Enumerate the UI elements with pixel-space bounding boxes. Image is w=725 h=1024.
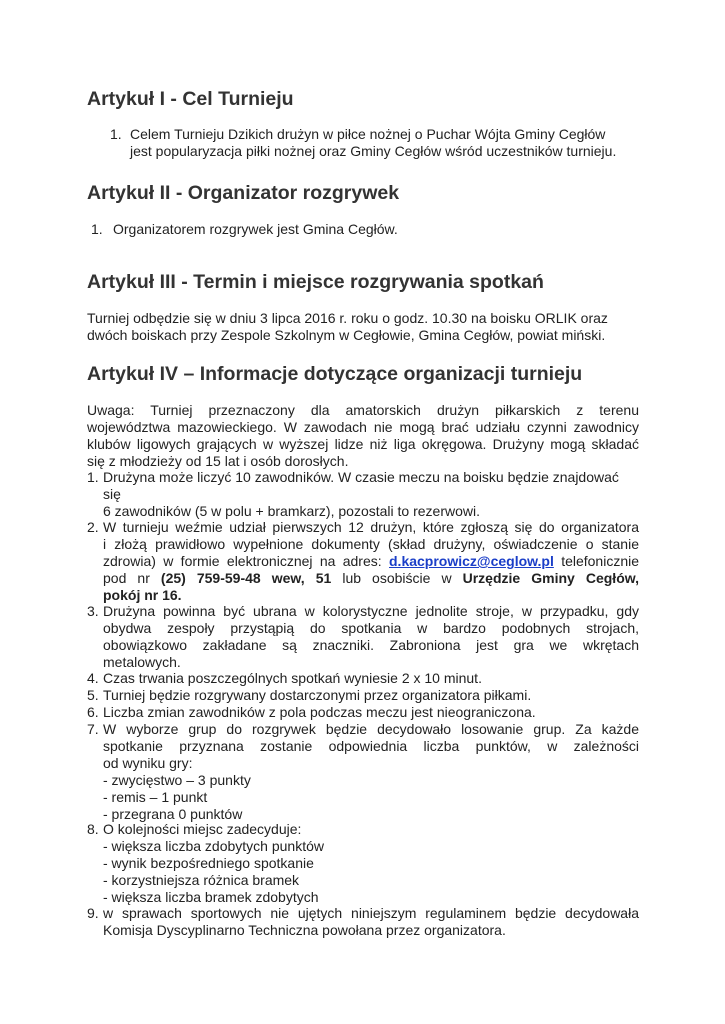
list-number: 7. — [87, 721, 99, 737]
list-number: 4. — [87, 670, 99, 686]
room-number: pokój nr 16. — [103, 587, 182, 603]
list-number: 5. — [87, 687, 99, 703]
article-2-item — [91, 221, 491, 239]
article-4-intro: Uwaga: Turniej przeznaczony dla amatorskich drużyn piłkarskich z terenu województwa mazowieckiego. W zawodach nie mogą brać udziału czynni zawodnicy klubów ligowych grających w wyższej lidze niż liga okręgowa. Drużyny mogą składać się z młodzieży od 15 lat i osób dorosłych. — [87, 402, 639, 469]
article-3-paragraph: Turniej odbędzie się w dniu 3 lipca 2016 r. roku o godz. 10.30 na boisku ORLIK oraz dwóch boiskach przy Zespole Szkolnym w Cegłowie, Gmina Cegłów, powiat miński. — [87, 310, 608, 343]
article-4-heading: Artykuł IV – Informacje dotyczące organizacji turnieju — [87, 363, 583, 385]
document-page: Artykuł I - Cel Turnieju 1. Celem Turnieju Dzikich drużyn w piłce nożnej o Puchar Wójta Gminy Cegłów jest popularyzacja piłki nożnej oraz Gminy Cegłów wśród uczestników turnieju. Artykuł II - Organizator rozgrywek 1. Organizatorem rozgrywek jest Gmina Cegłów. Artykuł III - Termin i miejsce rozgrywania spotkań Turniej odbędzie się w dniu 3 lipca 2016 r. roku o godz. 10.30 na boisku ORLIK oraz dwóch boiskach przy Zespole Szkolnym w Cegłowie, Gmina Cegłów, powiat miński. Artykuł IV – Informacje dotyczące organizacji turnieju Uwaga: Turniej przeznaczony dla amatorskich drużyn piłkarskich z terenu województwa mazowieckiego. W zawodach nie mogą brać udziału czynni zawodnicy klubów ligowych grających w wyższej lidze niż liga okręgowa. Drużyny mogą składać się z młodzieży od 15 lat i osób dorosłych. 1. Drużyna może liczyć 10 zawodników. W czasie meczu na boisku będzie znajdować się 6 zawodników (5 w polu + bramkarz), pozostali to rezerwowi. 2. W turnieju weźmie udział pierwszych 12 drużyn, które zgłoszą się do organizatora i złożą prawidłowo wypełnione dokumenty (skład drużyny, oświadczenie o stanie zdrowia) w formie elektronicznej na adres: d.kacprowicz@ceglow.pl telefonicznie pod nr (25) 759-59-48 wew, 51 lub osobiście w Urzędzie Gminy Cegłów, pokój nr 16. 3. Drużyna powinna być ubrana w kolorystyczne jednolite stroje, w przypadku, gdy obydwa zespoły przystąpią do spotkania w bardzo podobnych strojach, obowiązkowo zakładane są znaczniki. Zabroniona jest gra we wkrętach metalowych. 4. Czas trwania poszczególnych spotkań wyniesie 2 x 10 minut. 5. Turniej będzie rozgrywany dostarczonymi przez organizatora piłkami. 6. Liczba zmian zawodników z pola podczas meczu jest nieograniczona. 7. W wyborze grup do rozgrywek będzie decydowało losowanie grup. Za każde spotkanie przyznana zostanie odpowiednia liczba punktów, w zależności od wyniku gry: - zwycięstwo – 3 punkty - remis – 1 punkt - przegrana 0 punktów 8. O kolejności miejsc zadecyduje: - większa liczba zdobytych punktów - wynik bezpośredniego spotkanie - korzystniejsza różnica bramek - większa liczba bramek zdobytych 9. w sprawach sportowych nie ujętych niniejszym regulaminem będzie decydowała Komisja Dyscyplinarno Techniczna powołana przez organizatora. — [87, 88, 640, 938]
article-2-heading: Artykuł II - Organizator rozgrywek — [87, 182, 400, 204]
article-1-heading: Artykuł I - Cel Turnieju — [87, 88, 294, 110]
phone-number: (25) 759-59-48 wew, 51 — [160, 570, 332, 586]
email-link[interactable]: d.kacprowicz@ceglow.pl — [389, 553, 554, 569]
article-1-item — [110, 126, 640, 162]
list-number: 6. — [87, 704, 99, 720]
office-name: Urzędzie Gminy Cegłów, — [462, 570, 640, 586]
list-number: 1. — [87, 469, 99, 485]
list-number: 2. — [87, 519, 99, 535]
list-number: 8. — [87, 821, 99, 837]
list-item-text: jest popularyzacja piłki nożnej oraz Gminy Cegłów wśród uczestników turnieju. — [130, 143, 617, 159]
list-number: 3. — [87, 603, 99, 619]
list-number: 9. — [87, 905, 99, 921]
list-item-text: Celem Turnieju Dzikich drużyn w piłce nożnej o Puchar Wójta Gminy Cegłów — [130, 126, 606, 142]
list-item-text: Organizatorem rozgrywek jest Gmina Cegłów. — [113, 221, 398, 237]
list-number: 1. — [91, 221, 103, 237]
list-number: 1. — [110, 126, 122, 142]
article-3-heading: Artykuł III - Termin i miejsce rozgrywania spotkań — [87, 271, 544, 293]
